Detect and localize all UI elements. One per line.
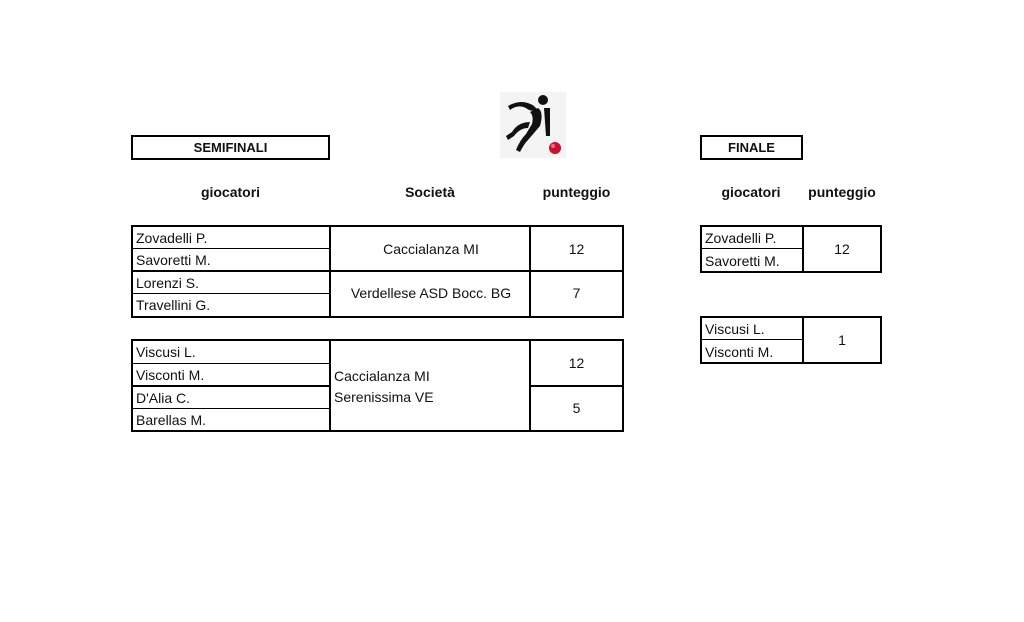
player-name: Visconti M. <box>705 344 774 360</box>
score-cell: 1 <box>802 316 882 364</box>
club-cell: Caccialanza MI <box>334 368 430 384</box>
final-players-header: giocatori <box>721 184 781 200</box>
player-name: Zovadelli P. <box>702 227 804 249</box>
players-column <box>131 339 331 432</box>
semifinals-title: SEMIFINALI <box>131 135 330 160</box>
player-name: Viscusi L. <box>702 318 804 340</box>
players-column <box>700 316 804 364</box>
club-cell: Verdellese ASD Bocc. BG <box>329 270 531 318</box>
player-name: Savoretti M. <box>133 249 331 272</box>
player-name: Travellini G. <box>136 297 211 313</box>
club-cell: Caccialanza MI <box>329 225 531 272</box>
player-name: Zovadelli P. <box>133 227 331 249</box>
score-cell: 12 <box>802 225 882 273</box>
score-cell: 7 <box>529 270 624 318</box>
player-name: D'Alia C. <box>133 387 331 409</box>
final-table-1 <box>700 225 882 273</box>
final-title: FINALE <box>700 135 803 160</box>
player-name: Visconti M. <box>133 364 331 387</box>
semifinal-table-2 <box>131 339 624 432</box>
semifinals-players-header: giocatori <box>200 184 261 200</box>
final-table-2 <box>700 316 882 364</box>
player-name: Barellas M. <box>136 411 207 428</box>
score-cell: 12 <box>529 339 624 387</box>
player-name: Lorenzi S. <box>133 272 331 294</box>
bocce-player-icon <box>500 92 566 158</box>
score-cell: 12 <box>529 225 624 272</box>
club-merged-cell <box>329 339 531 432</box>
player-name: Viscusi L. <box>133 341 331 364</box>
final-score-header: punteggio <box>808 184 876 200</box>
club-cell: Serenissima VE <box>334 389 434 405</box>
player-name: Savoretti M. <box>705 253 780 269</box>
semifinals-club-header: Società <box>405 184 455 200</box>
score-cell: 5 <box>529 385 624 432</box>
semifinal-table-1 <box>131 225 624 318</box>
players-column <box>131 225 331 318</box>
semifinals-score-header: punteggio <box>542 184 611 200</box>
players-column <box>700 225 804 273</box>
